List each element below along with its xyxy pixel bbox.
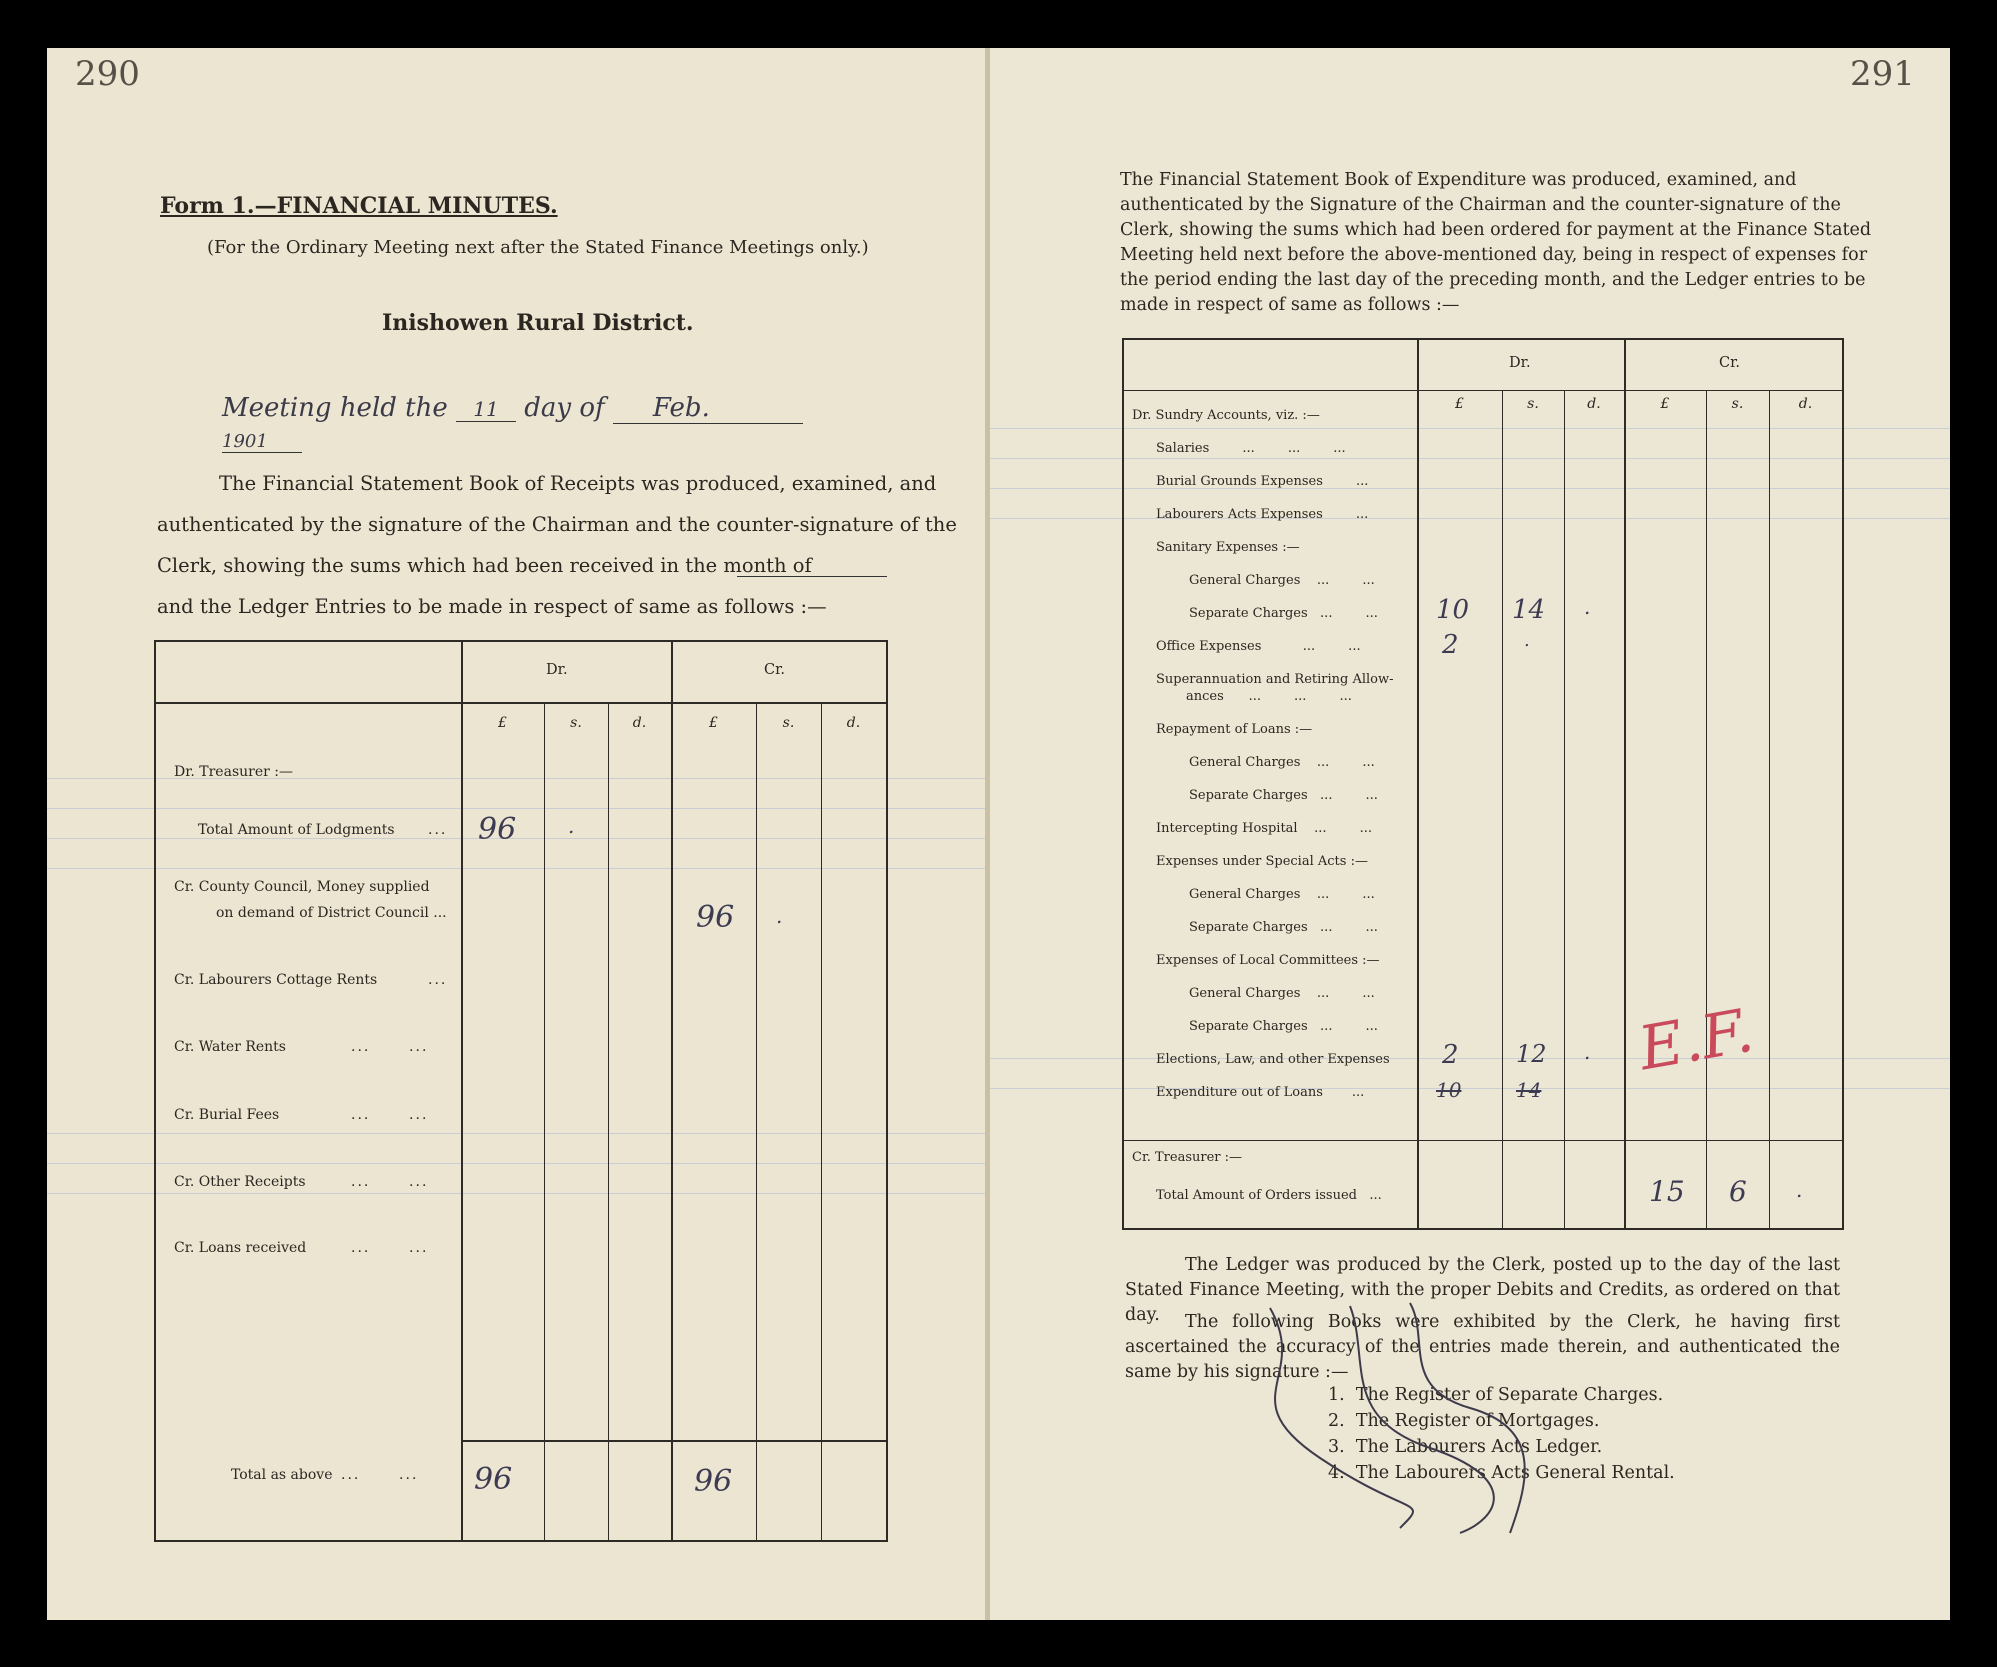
row-label: ances ... ... ...: [1186, 689, 1352, 704]
expenditure-paragraph-line-6: made in respect of same as follows :—: [1120, 295, 1460, 315]
meeting-month: Feb.: [613, 393, 803, 424]
row-label: Elections, Law, and other Expenses: [1156, 1052, 1390, 1067]
row-dots: ...: [428, 972, 448, 988]
handwritten-dr-shillings: 12: [1516, 1040, 1547, 1068]
handwritten-dr-shillings: .: [568, 814, 575, 838]
row-label: Cr. Other Receipts: [174, 1174, 306, 1190]
col-pounds-dr: £: [498, 715, 507, 731]
cross-out-scribble: [1170, 1298, 1550, 1538]
dr-header: Dr.: [546, 662, 568, 678]
page-number: 290: [75, 54, 140, 94]
row-label: Repayment of Loans :—: [1156, 722, 1313, 737]
book-item: 2. The Register of Mortgages.: [1328, 1411, 1600, 1431]
district-name: Inishowen Rural District.: [382, 310, 694, 336]
row-label: Cr. Treasurer :—: [1132, 1150, 1243, 1165]
row-label: Separate Charges ... ...: [1189, 606, 1378, 621]
handwritten-cr-pounds: 15: [1649, 1175, 1685, 1208]
row-label: Total Amount of Orders issued ...: [1156, 1188, 1382, 1203]
row-label: Superannuation and Retiring Allow-: [1156, 672, 1394, 687]
book-item: 1. The Register of Separate Charges.: [1328, 1385, 1664, 1405]
expenditure-table: [1122, 338, 1844, 1230]
row-label: on demand of District Council ...: [216, 905, 447, 921]
book-item: 3. The Labourers Acts Ledger.: [1328, 1437, 1603, 1457]
row-label: Sanitary Expenses :—: [1156, 540, 1300, 555]
row-label: Cr. County Council, Money supplied: [174, 879, 430, 895]
row-label: Separate Charges ... ...: [1189, 1019, 1378, 1034]
handwritten-cr-shillings: 6: [1729, 1175, 1747, 1208]
col-pence-cr: d.: [1798, 396, 1813, 412]
struck-dr-pounds: 10: [1436, 1078, 1462, 1102]
row-label: General Charges ... ...: [1189, 573, 1375, 588]
row-label: Dr. Treasurer :—: [174, 764, 293, 780]
right-page: [990, 48, 1950, 1620]
col-shillings-dr: s.: [570, 715, 582, 731]
row-label: Intercepting Hospital ... ...: [1156, 821, 1372, 836]
handwritten-cr-pence: .: [1796, 1178, 1803, 1202]
row-dots: ... ...: [351, 1107, 429, 1123]
handwritten-dr-pence: .: [1584, 595, 1591, 619]
row-label: Office Expenses ... ...: [1156, 639, 1361, 654]
handwritten-dr-pounds: 2: [1442, 1040, 1459, 1070]
receipts-paragraph-line-4: and the Ledger Entries to be made in respect of same as follows :—: [157, 595, 827, 618]
row-label: Separate Charges ... ...: [1189, 920, 1378, 935]
col-pounds-dr: £: [1455, 396, 1464, 412]
meeting-line: [222, 393, 842, 452]
left-page: [47, 48, 987, 1620]
form-title: Form 1.—FINANCIAL MINUTES.: [160, 193, 558, 219]
row-label: General Charges ... ...: [1189, 755, 1375, 770]
col-shillings-cr: s.: [782, 715, 795, 731]
row-label: Salaries ... ... ...: [1156, 441, 1346, 456]
row-label: Dr. Sundry Accounts, viz. :—: [1132, 408, 1320, 423]
row-dots: ...: [428, 822, 448, 838]
expenditure-paragraph-line-1: The Financial Statement Book of Expenditure was produced, examined, and: [1120, 170, 1797, 190]
col-pence-dr: d.: [632, 715, 647, 731]
row-dots: ... ...: [351, 1174, 429, 1190]
struck-dr-shillings: 14: [1516, 1078, 1542, 1102]
total-dots: ... ...: [341, 1467, 419, 1483]
handwritten-dr-shillings: .: [1524, 630, 1530, 651]
meeting-prefix: Meeting held the: [222, 393, 448, 423]
dr-header: Dr.: [1509, 355, 1531, 371]
expenditure-paragraph-line-4: Meeting held next before the above-mentioned day, being in respect of expenses for: [1120, 245, 1868, 265]
row-label: Cr. Water Rents: [174, 1039, 286, 1055]
total-cr-value: 96: [694, 1464, 733, 1499]
books-paragraph: The following Books were exhibited by the Clerk, he having first ascertained the accuracy of the entries made therein, and authenticated the same by his signature :—: [1125, 1312, 1840, 1382]
row-label: Labourers Acts Expenses ...: [1156, 507, 1369, 522]
book-item: 4. The Labourers Acts General Rental.: [1328, 1463, 1675, 1483]
expenditure-paragraph-line-5: the period ending the last day of the preceding month, and the Ledger entries to be: [1120, 270, 1866, 290]
row-label: Total Amount of Lodgments: [198, 822, 395, 838]
page-number: 291: [1850, 54, 1915, 94]
handwritten-cr-pounds: 96: [696, 900, 735, 935]
handwritten-cr-shillings: .: [776, 904, 783, 928]
total-dr-value: 96: [474, 1462, 513, 1497]
handwritten-dr-pounds: 10: [1436, 595, 1470, 625]
handwritten-dr-pounds: 96: [478, 812, 517, 847]
form-subtitle: (For the Ordinary Meeting next after the Stated Finance Meetings only.): [207, 237, 869, 258]
row-label: Expenses of Local Committees :—: [1156, 953, 1380, 968]
cr-header: Cr.: [1719, 355, 1741, 371]
row-dots: ... ...: [351, 1039, 429, 1055]
expenditure-paragraph-line-2: authenticated by the Signature of the Chairman and the counter-signature of the: [1120, 195, 1841, 215]
cr-header: Cr.: [764, 662, 786, 678]
row-dots: ... ...: [351, 1240, 429, 1256]
col-pounds-cr: £: [1660, 396, 1670, 412]
ledger-paragraph: The Ledger was produced by the Clerk, posted up to the day of the last Stated Finance Meeting, with the proper Debits and Credits, as ordered on that day.: [1125, 1255, 1840, 1325]
col-pounds-cr: £: [709, 715, 718, 731]
meeting-year: 1901: [222, 431, 302, 453]
receipts-paragraph-line-2: authenticated by the signature of the Chairman and the counter-signature of the: [157, 513, 957, 536]
meeting-day: 11: [456, 397, 516, 422]
handwritten-dr-pence: .: [1584, 1040, 1591, 1064]
col-pence-cr: d.: [846, 715, 861, 731]
col-shillings-dr: s.: [1527, 396, 1539, 412]
col-shillings-cr: s.: [1731, 396, 1744, 412]
row-label: Cr. Loans received: [174, 1240, 307, 1256]
col-pence-dr: d.: [1587, 396, 1601, 412]
row-label: Separate Charges ... ...: [1189, 788, 1378, 803]
receipts-table: [154, 640, 888, 1542]
row-label: Expenditure out of Loans ...: [1156, 1085, 1365, 1100]
expenditure-paragraph-line-3: Clerk, showing the sums which had been ordered for payment at the Finance Stated: [1120, 220, 1872, 240]
row-label: General Charges ... ...: [1189, 887, 1375, 902]
receipts-paragraph-line-1: The Financial Statement Book of Receipts was produced, examined, and: [219, 472, 937, 495]
red-initials-mark: E.F.: [1633, 995, 1759, 1085]
row-label: Expenses under Special Acts :—: [1156, 854, 1368, 869]
receipts-paragraph-line-3: Clerk, showing the sums which had been received in the month of: [157, 554, 812, 577]
total-label: Total as above: [231, 1467, 333, 1483]
handwritten-dr-pounds: 2: [1442, 630, 1459, 660]
row-label: Cr. Labourers Cottage Rents: [174, 972, 378, 988]
month-blank: [737, 576, 887, 577]
meeting-day-of: day of: [524, 393, 605, 423]
row-label: General Charges ... ...: [1189, 986, 1375, 1001]
handwritten-dr-shillings: 14: [1512, 595, 1546, 625]
row-label: Burial Grounds Expenses ...: [1156, 474, 1369, 489]
row-label: Cr. Burial Fees: [174, 1107, 280, 1123]
